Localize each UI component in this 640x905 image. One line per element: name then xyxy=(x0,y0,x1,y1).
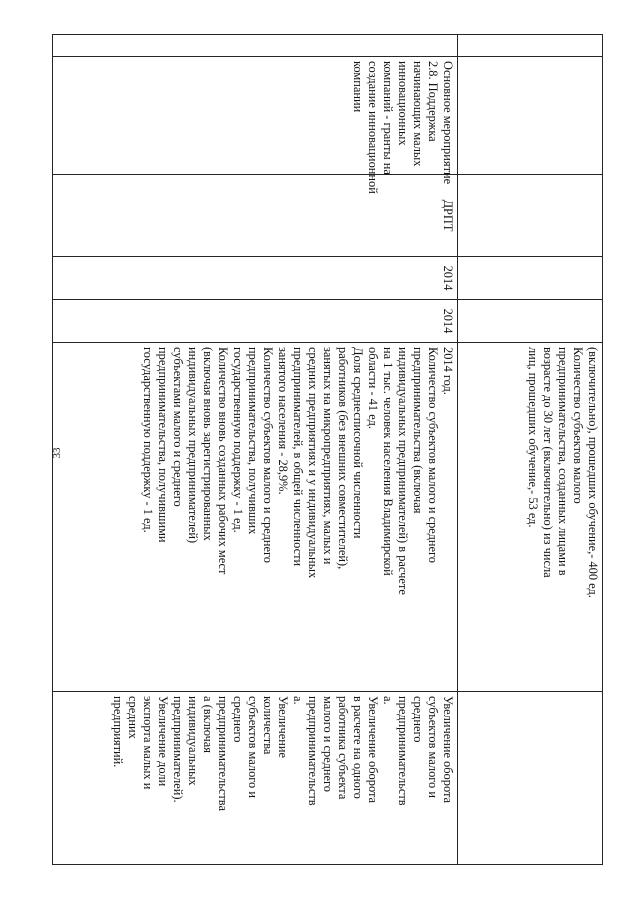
text-line: инновационных xyxy=(396,61,410,146)
text-line: (включая вновь зарегистрированных xyxy=(201,347,215,541)
text-line: субъектами малого и среднего xyxy=(171,347,185,507)
text-line: занятого населения - 28,9%. xyxy=(276,347,290,495)
text-line: начинающих малых xyxy=(411,61,425,167)
text-line: Количество субъектов малого xyxy=(571,347,585,504)
text-line: а. xyxy=(381,696,395,705)
cell-end-year: 2014 xyxy=(53,300,458,343)
text-line: Увеличение оборота xyxy=(441,696,455,804)
text-line: Количество субъектов малого и среднего xyxy=(261,347,275,563)
text-line: предпринимателей, в общей численности xyxy=(291,347,305,567)
text-line: предприятий. xyxy=(111,696,125,768)
cell-indicators-continuation xyxy=(458,343,603,692)
text-line: Увеличение xyxy=(276,696,290,758)
text-line: индивидуальных предпринимателей) xyxy=(186,347,200,544)
text-line: Доля среднесписочной численности xyxy=(351,347,365,539)
text-line: 2014 год. xyxy=(441,347,455,395)
cell-executor xyxy=(458,175,603,257)
page-number: 33 xyxy=(51,447,63,459)
text-line: государственную поддержку - 1 ед. xyxy=(141,347,155,533)
text-line: количества xyxy=(261,696,275,755)
text-line: компаний - гранты на xyxy=(381,61,395,175)
cell-end-year xyxy=(458,300,603,343)
text-line: лиц, прошедших обучение,- 53 ед. xyxy=(526,347,540,528)
text-line: предпринимательства, созданных лицами в xyxy=(556,347,570,576)
text-line: среднего xyxy=(231,696,245,743)
cell-indicators xyxy=(53,343,458,692)
cell-number xyxy=(53,35,458,57)
text-line: Количество субъектов малого и среднего xyxy=(426,347,440,563)
text-line: области - 41 ед. xyxy=(366,347,380,429)
text-line: в расчете на одного xyxy=(351,696,365,799)
text-line: экспорта малых и xyxy=(141,696,155,790)
text-line: предпринимательств xyxy=(396,696,410,806)
text-line: государственную поддержку - 1 ед. xyxy=(231,347,245,533)
text-line: 2.8. Поддержка xyxy=(426,61,440,142)
text-line: индивидуальных xyxy=(186,696,200,786)
rotated-table-container xyxy=(63,34,603,864)
text-line: индивидуальных предпринимателей) в расчете xyxy=(396,347,410,595)
text-line: предпринимательства (включая xyxy=(411,347,425,514)
text-line: среднего xyxy=(411,696,425,743)
text-line: предпринимательства, получивших xyxy=(246,347,260,535)
text-line: субъектов малого и xyxy=(426,696,440,798)
text-line: малого и среднего xyxy=(321,696,335,792)
cell-number xyxy=(458,35,603,57)
cell-executor: ДРПТ xyxy=(53,175,458,257)
text-line: предпринимательства xyxy=(216,696,230,811)
program-table xyxy=(52,34,603,865)
text-line: средних xyxy=(126,696,140,739)
text-line: предпринимательства, получившими xyxy=(156,347,170,543)
text-line: работников (без внешних совместителей), xyxy=(336,347,350,570)
text-line: Основное мероприятие xyxy=(441,61,455,185)
text-line: Увеличение доли xyxy=(156,696,170,787)
text-line: предпринимательств xyxy=(306,696,320,806)
text-line: Количество вновь созданных рабочих мест xyxy=(216,347,230,575)
cell-start-year: 2014 xyxy=(53,257,458,300)
text-line: на 1 тыс. человек населения Владимирской xyxy=(381,347,395,576)
text-line: Увеличение оборота xyxy=(366,696,380,804)
cell-start-year xyxy=(458,257,603,300)
text-line: (включительно), прошедших обучение,- 400 ед. xyxy=(586,347,600,598)
cell-activity xyxy=(458,57,603,175)
text-line: занятых на микропредприятиях, малых и xyxy=(321,347,335,565)
text-line: создание инновационной xyxy=(366,61,380,194)
table-row-activity-2-8 xyxy=(53,35,458,865)
cell-results xyxy=(458,692,603,865)
text-line: средних предприятиях и у индивидуальных xyxy=(306,347,320,579)
text-line: компании xyxy=(351,61,365,113)
table-row-continuation xyxy=(458,35,603,865)
cell-activity xyxy=(53,57,458,194)
cell-results xyxy=(53,692,458,865)
text-line: а. xyxy=(291,696,305,705)
text-line: предпринимателей). xyxy=(171,696,185,803)
text-line: работника субъекта xyxy=(336,696,350,800)
text-line: а (включая xyxy=(201,696,215,753)
text-line: субъектов малого и xyxy=(246,696,260,798)
text-line: возрасте до 30 лет (включительно) из числа xyxy=(541,347,555,578)
